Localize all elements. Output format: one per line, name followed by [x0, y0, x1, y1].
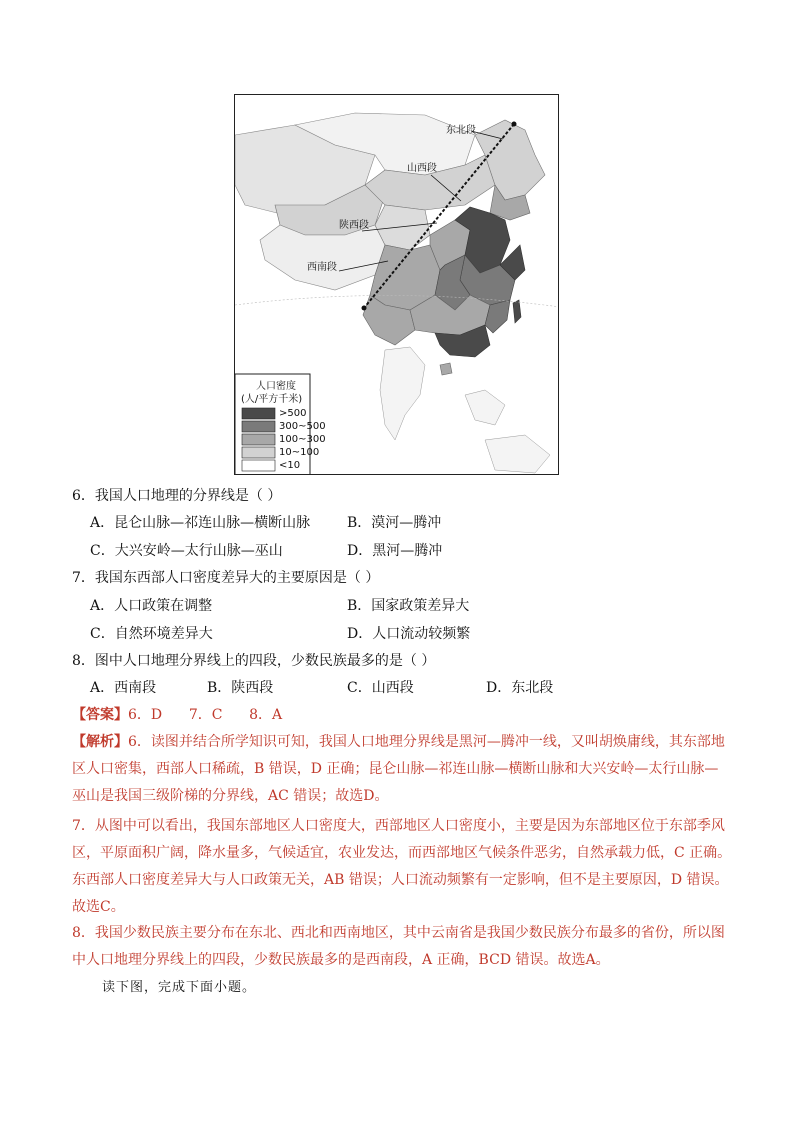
label-northeast: 东北段	[446, 125, 476, 136]
analysis-6-text: 6．读图并结合所学知识可知，我国人口地理分界线是黑河—腾冲一线，又叫胡焕庸线，其东部地区人口密集，西部人口稀疏，B 错误，D 正确；昆仑山脉—祁连山脉—横断山脉和大兴安岭—太行山脉—巫山是我国三级阶梯的分界线，AC 错误；故选D。	[72, 734, 725, 804]
region-hainan	[440, 363, 452, 375]
analysis-paragraph-6	[72, 729, 732, 810]
legend-label-2: 300~500	[279, 421, 326, 432]
question-7-option-d: D．人口流动较频繁	[347, 626, 471, 642]
legend-swatch-4	[242, 447, 275, 458]
question-7-option-c: C．自然环境差异大	[90, 626, 213, 642]
legend-label-1: >500	[279, 408, 307, 419]
answer-line	[72, 702, 732, 729]
question-8-stem: 8．图中人口地理分界线上的四段，少数民族最多的是（ ）	[72, 653, 436, 669]
analysis-paragraph-7: 7．从图中可以看出，我国东部地区人口密度大，西部地区人口密度小，主要是因为东部地区位于东部季风区，平原面积广阔，降水量多，气候适宜，农业发达，而西部地区气候条件恶劣，自然承载力低，C 正确。东西部人口密度差异大与人口政策无关，AB 错误；人口流动频繁有一定影响，但不是主要原因，D 错误。故选C。	[72, 818, 732, 915]
question-8-option-d: D．东北段	[486, 680, 554, 696]
question-6-option-d: D．黑河—腾冲	[347, 543, 443, 559]
legend-label-5: <10	[279, 460, 301, 471]
analysis-tag: 【解析】	[72, 734, 128, 750]
label-shanxi: 山西段	[407, 163, 437, 174]
legend-label-4: 10~100	[279, 447, 320, 458]
question-7-stem: 7．我国东西部人口密度差异大的主要原因是（ ）	[72, 570, 380, 586]
question-7-option-b: B．国家政策差异大	[347, 598, 470, 614]
question-8-option-b: B．陕西段	[207, 680, 274, 696]
legend-unit: (人/平方千米)	[241, 394, 303, 405]
legend-title: 人口密度	[256, 381, 296, 392]
population-density-map	[234, 94, 559, 475]
label-southwest: 西南段	[307, 262, 337, 273]
hu-line-end-south	[362, 306, 367, 311]
answer-text: 6．D 7．C 8．A	[128, 707, 283, 723]
question-8-option-c: C．山西段	[347, 680, 414, 696]
question-7-option-a: A．人口政策在调整	[90, 598, 213, 614]
question-6-option-a: A．昆仑山脉—祁连山脉—横断山脉	[90, 515, 311, 531]
question-6-option-b: B．漠河—腾冲	[347, 515, 442, 531]
next-section-instruction: 读下图，完成下面小题。	[102, 980, 257, 995]
question-6-stem: 6．我国人口地理的分界线是（ ）	[72, 488, 282, 504]
analysis-paragraph-8: 8．我国少数民族主要分布在东北、西北和西南地区，其中云南省是我国少数民族分布最多的省份，所以图中人口地理分界线上的四段，少数民族最多的是西南段，A 正确，BCD 错误。故选A。	[72, 925, 725, 968]
legend-label-3: 100~300	[279, 434, 326, 445]
legend-swatch-3	[242, 434, 275, 445]
label-shaanxi: 陕西段	[339, 220, 369, 231]
answer-tag: 【答案】	[72, 707, 128, 723]
question-8-option-a: A．西南段	[90, 680, 157, 696]
hu-line-end-north	[512, 122, 517, 127]
legend-swatch-1	[242, 408, 275, 419]
legend-swatch-5	[242, 460, 275, 471]
legend-swatch-2	[242, 421, 275, 432]
question-6-option-c: C．大兴安岭—太行山脉—巫山	[90, 543, 283, 559]
